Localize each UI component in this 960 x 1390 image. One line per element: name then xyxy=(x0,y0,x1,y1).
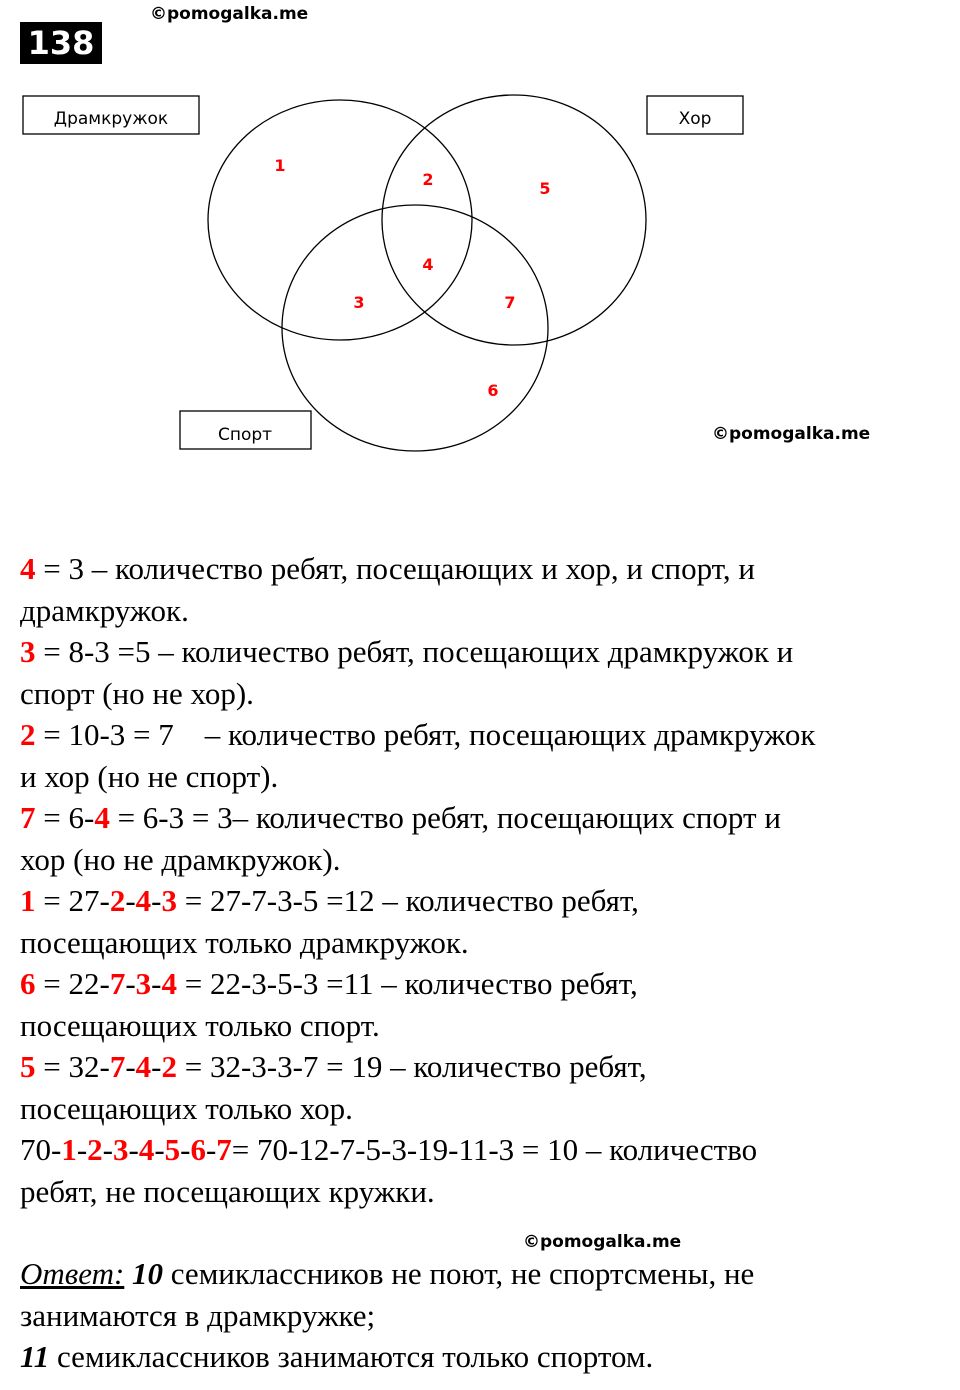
circle-sport xyxy=(282,205,548,451)
venn-diagram xyxy=(0,80,960,460)
answer-line: 11 семиклассников занимаются только спортом. xyxy=(20,1339,654,1374)
solution-line: 5 = 32-7-4-2 = 32-3-3-7 = 19 – количество ребят, xyxy=(20,1049,647,1084)
solution-line: 1 = 27-2-4-3 = 27-7-3-5 =12 – количество ребят, xyxy=(20,883,639,918)
answer-line: занимаются в драмкружке; xyxy=(20,1297,376,1333)
region-1: 1 xyxy=(274,156,286,175)
solution-line: посещающих только спорт. xyxy=(20,1007,380,1043)
problem-number-badge: 138 xyxy=(20,22,102,64)
watermark-middle: ©pomogalka.me xyxy=(712,424,871,444)
solution-line: 4 = 3 – количество ребят, посещающих и хор, и спорт, и xyxy=(20,551,755,586)
label-drama: Драмкружок xyxy=(53,109,169,129)
answer-label: Ответ: xyxy=(20,1256,125,1291)
solution-line: 2 = 10-3 = 7 – количество ребят, посещающих драмкружок xyxy=(20,717,816,752)
region-3: 3 xyxy=(353,293,365,312)
solution-line: ребят, не посещающих кружки. xyxy=(20,1173,435,1209)
solution-line: 3 = 8-3 =5 – количество ребят, посещающих драмкружок и xyxy=(20,634,794,669)
region-2: 2 xyxy=(422,170,434,189)
answer-block xyxy=(20,1253,950,1378)
solution-line: 6 = 22-7-3-4 = 22-3-5-3 =11 – количество ребят, xyxy=(20,966,638,1001)
solution-text xyxy=(20,548,950,1212)
region-5: 5 xyxy=(539,179,551,198)
label-box-choir xyxy=(647,96,743,134)
label-box-sport xyxy=(180,411,311,449)
region-7: 7 xyxy=(504,293,516,312)
solution-line: посещающих только хор. xyxy=(20,1090,353,1126)
watermark-top: ©pomogalka.me xyxy=(150,4,309,24)
solution-line: 70-1-2-3-4-5-6-7= 70-12-7-5-3-19-11-3 = 10 – количество xyxy=(20,1132,758,1167)
solution-line: 7 = 6-4 = 6-3 = 3– количество ребят, посещающих спорт и xyxy=(20,800,781,835)
circle-drama xyxy=(208,100,472,340)
answer-line: Ответ: 10 семиклассников не поют, не спортсмены, не xyxy=(20,1256,755,1291)
solution-line: драмкружок. xyxy=(20,592,189,628)
solution-line: посещающих только драмкружок. xyxy=(20,924,469,960)
solution-line: спорт (но не хор). xyxy=(20,675,254,711)
label-choir: Хор xyxy=(678,109,712,129)
watermark-bottom: ©pomogalka.me xyxy=(523,1232,682,1252)
region-6: 6 xyxy=(487,381,499,400)
solution-line: и хор (но не спорт). xyxy=(20,758,279,794)
region-4: 4 xyxy=(422,255,434,274)
label-sport: Спорт xyxy=(217,425,273,445)
label-box-drama xyxy=(23,96,199,134)
solution-line: хор (но не драмкружок). xyxy=(20,841,341,877)
